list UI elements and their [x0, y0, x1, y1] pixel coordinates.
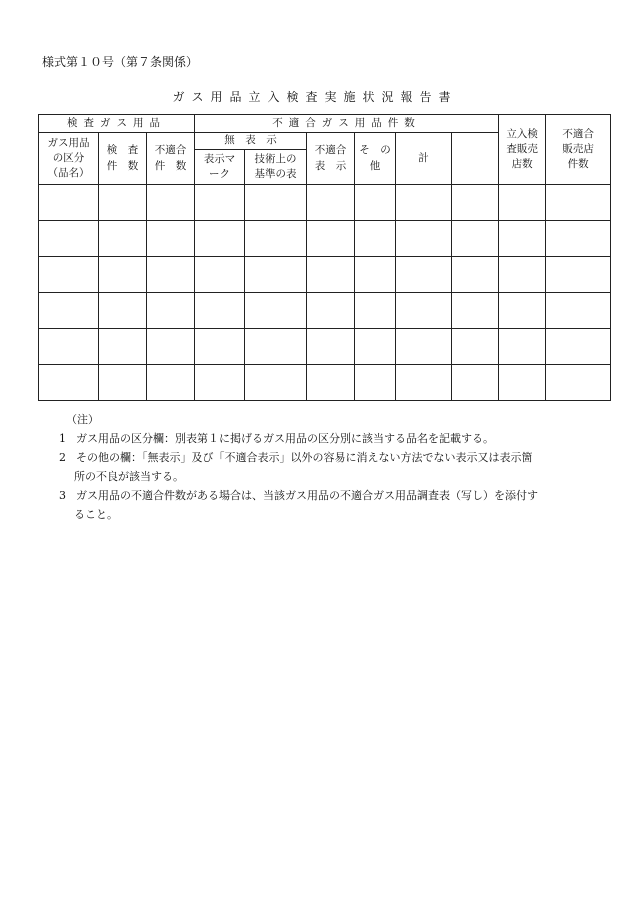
table-cell[interactable] [195, 185, 245, 221]
table-cell[interactable] [546, 329, 611, 365]
table-cell[interactable] [195, 329, 245, 365]
note-item-continuation: ること。 [74, 508, 118, 521]
table-row [39, 293, 611, 329]
table-cell[interactable] [245, 221, 307, 257]
table-cell[interactable] [396, 257, 452, 293]
table-cell[interactable] [499, 257, 546, 293]
table-cell[interactable] [546, 293, 611, 329]
table-cell[interactable] [546, 365, 611, 401]
table-cell[interactable] [99, 365, 147, 401]
table-cell[interactable] [39, 257, 99, 293]
table-cell[interactable] [195, 257, 245, 293]
table-cell[interactable] [195, 293, 245, 329]
table-cell[interactable] [99, 329, 147, 365]
header-nonconforming-stores: 不適合 販売店 件数 [546, 115, 611, 185]
header-nonconforming-count: 不適合ガス用品件数 [195, 115, 499, 133]
table-row [39, 185, 611, 221]
header-other: そ の 他 [355, 133, 396, 185]
table-cell[interactable] [147, 293, 195, 329]
table-cell[interactable] [307, 293, 355, 329]
table-cell[interactable] [195, 365, 245, 401]
table-cell[interactable] [39, 185, 99, 221]
table-cell[interactable] [355, 293, 396, 329]
table-cell[interactable] [147, 221, 195, 257]
header-display-mark: 表示マ ーク [195, 150, 245, 185]
note-item-continuation: 所の不良が該当する。 [74, 470, 184, 483]
table-row [39, 257, 611, 293]
table-cell[interactable] [546, 185, 611, 221]
header-no-display: 無 表 示 [195, 133, 307, 150]
table-cell[interactable] [245, 329, 307, 365]
table-cell[interactable] [147, 185, 195, 221]
table-cell[interactable] [546, 221, 611, 257]
header-inspected-stores: 立入検 査販売 店数 [499, 115, 546, 185]
table-cell[interactable] [99, 257, 147, 293]
note-item: 3 ガス用品の不適合件数がある場合は、当該ガス用品の不適合ガス用品調査表（写し）を添付す [59, 489, 538, 502]
header-nonconforming-item-count: 不適合 件 数 [147, 133, 195, 185]
table-cell[interactable] [307, 329, 355, 365]
table-cell[interactable] [147, 329, 195, 365]
table-row [39, 329, 611, 365]
table-cell[interactable] [39, 365, 99, 401]
table-row [39, 221, 611, 257]
table-cell[interactable] [245, 293, 307, 329]
table-cell[interactable] [307, 221, 355, 257]
table-cell[interactable] [99, 293, 147, 329]
notes-section [42, 410, 590, 524]
table-cell[interactable] [452, 221, 499, 257]
table-cell[interactable] [396, 329, 452, 365]
table-cell[interactable] [355, 365, 396, 401]
form-number: 様式第１０号（第７条関係） [42, 55, 199, 69]
table-cell[interactable] [452, 185, 499, 221]
table-cell[interactable] [396, 221, 452, 257]
table-cell[interactable] [147, 257, 195, 293]
table-cell[interactable] [396, 365, 452, 401]
table-cell[interactable] [245, 185, 307, 221]
table-cell[interactable] [499, 293, 546, 329]
table-cell[interactable] [39, 329, 99, 365]
header-nonconforming-display: 不適合 表 示 [307, 133, 355, 185]
notes-heading: （注） [66, 413, 99, 426]
table-cell[interactable] [499, 329, 546, 365]
table-cell[interactable] [452, 365, 499, 401]
header-total: 計 [396, 133, 452, 185]
table-cell[interactable] [99, 185, 147, 221]
table-cell[interactable] [195, 221, 245, 257]
table-cell[interactable] [355, 329, 396, 365]
table-cell[interactable] [39, 293, 99, 329]
table-cell[interactable] [245, 365, 307, 401]
table-cell[interactable] [355, 185, 396, 221]
table-cell[interactable] [245, 257, 307, 293]
table-cell[interactable] [452, 293, 499, 329]
table-row [39, 365, 611, 401]
report-table [38, 114, 611, 401]
table-cell[interactable] [499, 221, 546, 257]
table-cell[interactable] [307, 185, 355, 221]
table-cell[interactable] [355, 221, 396, 257]
table-cell[interactable] [452, 257, 499, 293]
table-cell[interactable] [39, 221, 99, 257]
table-cell[interactable] [546, 257, 611, 293]
table-cell[interactable] [307, 257, 355, 293]
header-category: ガス用品 の区分 （品名） [39, 133, 99, 185]
header-inspected-count: 検 査 件 数 [99, 133, 147, 185]
table-cell[interactable] [499, 185, 546, 221]
table-cell[interactable] [355, 257, 396, 293]
note-item: 1 ガス用品の区分欄：別表第１に掲げるガス用品の区分別に該当する品名を記載する。 [59, 432, 494, 445]
table-cell[interactable] [147, 365, 195, 401]
header-technical-standard: 技術上の 基準の表 [245, 150, 307, 185]
table-cell[interactable] [99, 221, 147, 257]
table-cell[interactable] [396, 185, 452, 221]
note-item: 2 その他の欄：「無表示」及び「不適合表示」以外の容易に消えない方法でない表示又は表示箇 [59, 451, 533, 464]
table-cell[interactable] [307, 365, 355, 401]
header-inspected-gas-products: 検査ガス用品 [39, 115, 195, 133]
table-cell[interactable] [452, 329, 499, 365]
table-cell[interactable] [499, 365, 546, 401]
table-cell[interactable] [396, 293, 452, 329]
document-title: ガス用品立入検査実施状況報告書 [172, 90, 458, 104]
